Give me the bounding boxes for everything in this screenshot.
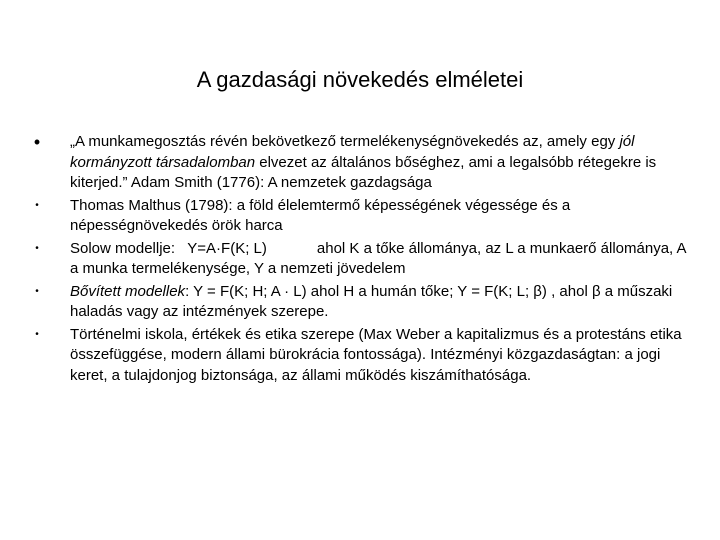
bullet-marker: • xyxy=(35,199,39,211)
bullet-item-smith xyxy=(30,132,690,194)
bullet-text-part: elvezet az általános bőséghez, ami a legalsóbb rétegekre is kiterjed.” Adam Smith (1776): A nemzetek gazdagsága xyxy=(70,153,657,191)
bullet-marker: • xyxy=(35,285,39,297)
bullet-text-italic: Bővített modellek xyxy=(70,282,186,300)
bullet-text-part: : Y = F(K; H; A · L) ahol H a humán tőke; Y = F(K; L; β) , ahol β a műszaki haladás vagy az intézmények szerepe. xyxy=(70,282,673,320)
bullet-marker: • xyxy=(33,132,41,152)
bullet-text: Solow modellje: Y=A·F(K; L) ahol K a tőke állománya, az L a munkaerő állománya, A a munka termelékenysége, Y a nemzeti jövedelem xyxy=(70,239,690,277)
slide-title: A gazdasági növekedés elméletei xyxy=(196,66,524,92)
bullet-text: Thomas Malthus (1798): a föld élelemtermő képességének végessége és a népességnövekedés örök harca xyxy=(70,196,571,234)
bullet-list xyxy=(30,132,690,388)
bullet-item-historical-school xyxy=(30,325,690,387)
bullet-marker: • xyxy=(35,328,39,340)
bullet-text: Történelmi iskola, értékek és etika szerepe (Max Weber a kapitalizmus és a protestáns etika összefüggése, modern állami bürokrácia fontossága). Intézményi közgazdaságtan: a jogi keret, a tulajdonjog biztonsága, az állami működés kiszámíthatósága. xyxy=(70,325,682,384)
bullet-text-part: „A munkamegosztás révén bekövetkező termelékenységnövekedés az, amely egy xyxy=(70,133,620,150)
bullet-item-solow xyxy=(30,239,690,280)
bullet-marker: • xyxy=(35,242,39,254)
bullet-text-italic: jól kormányzott társadalomban xyxy=(70,133,635,171)
bullet-item-malthus xyxy=(30,196,690,237)
bullet-item-extended-models xyxy=(30,282,690,323)
